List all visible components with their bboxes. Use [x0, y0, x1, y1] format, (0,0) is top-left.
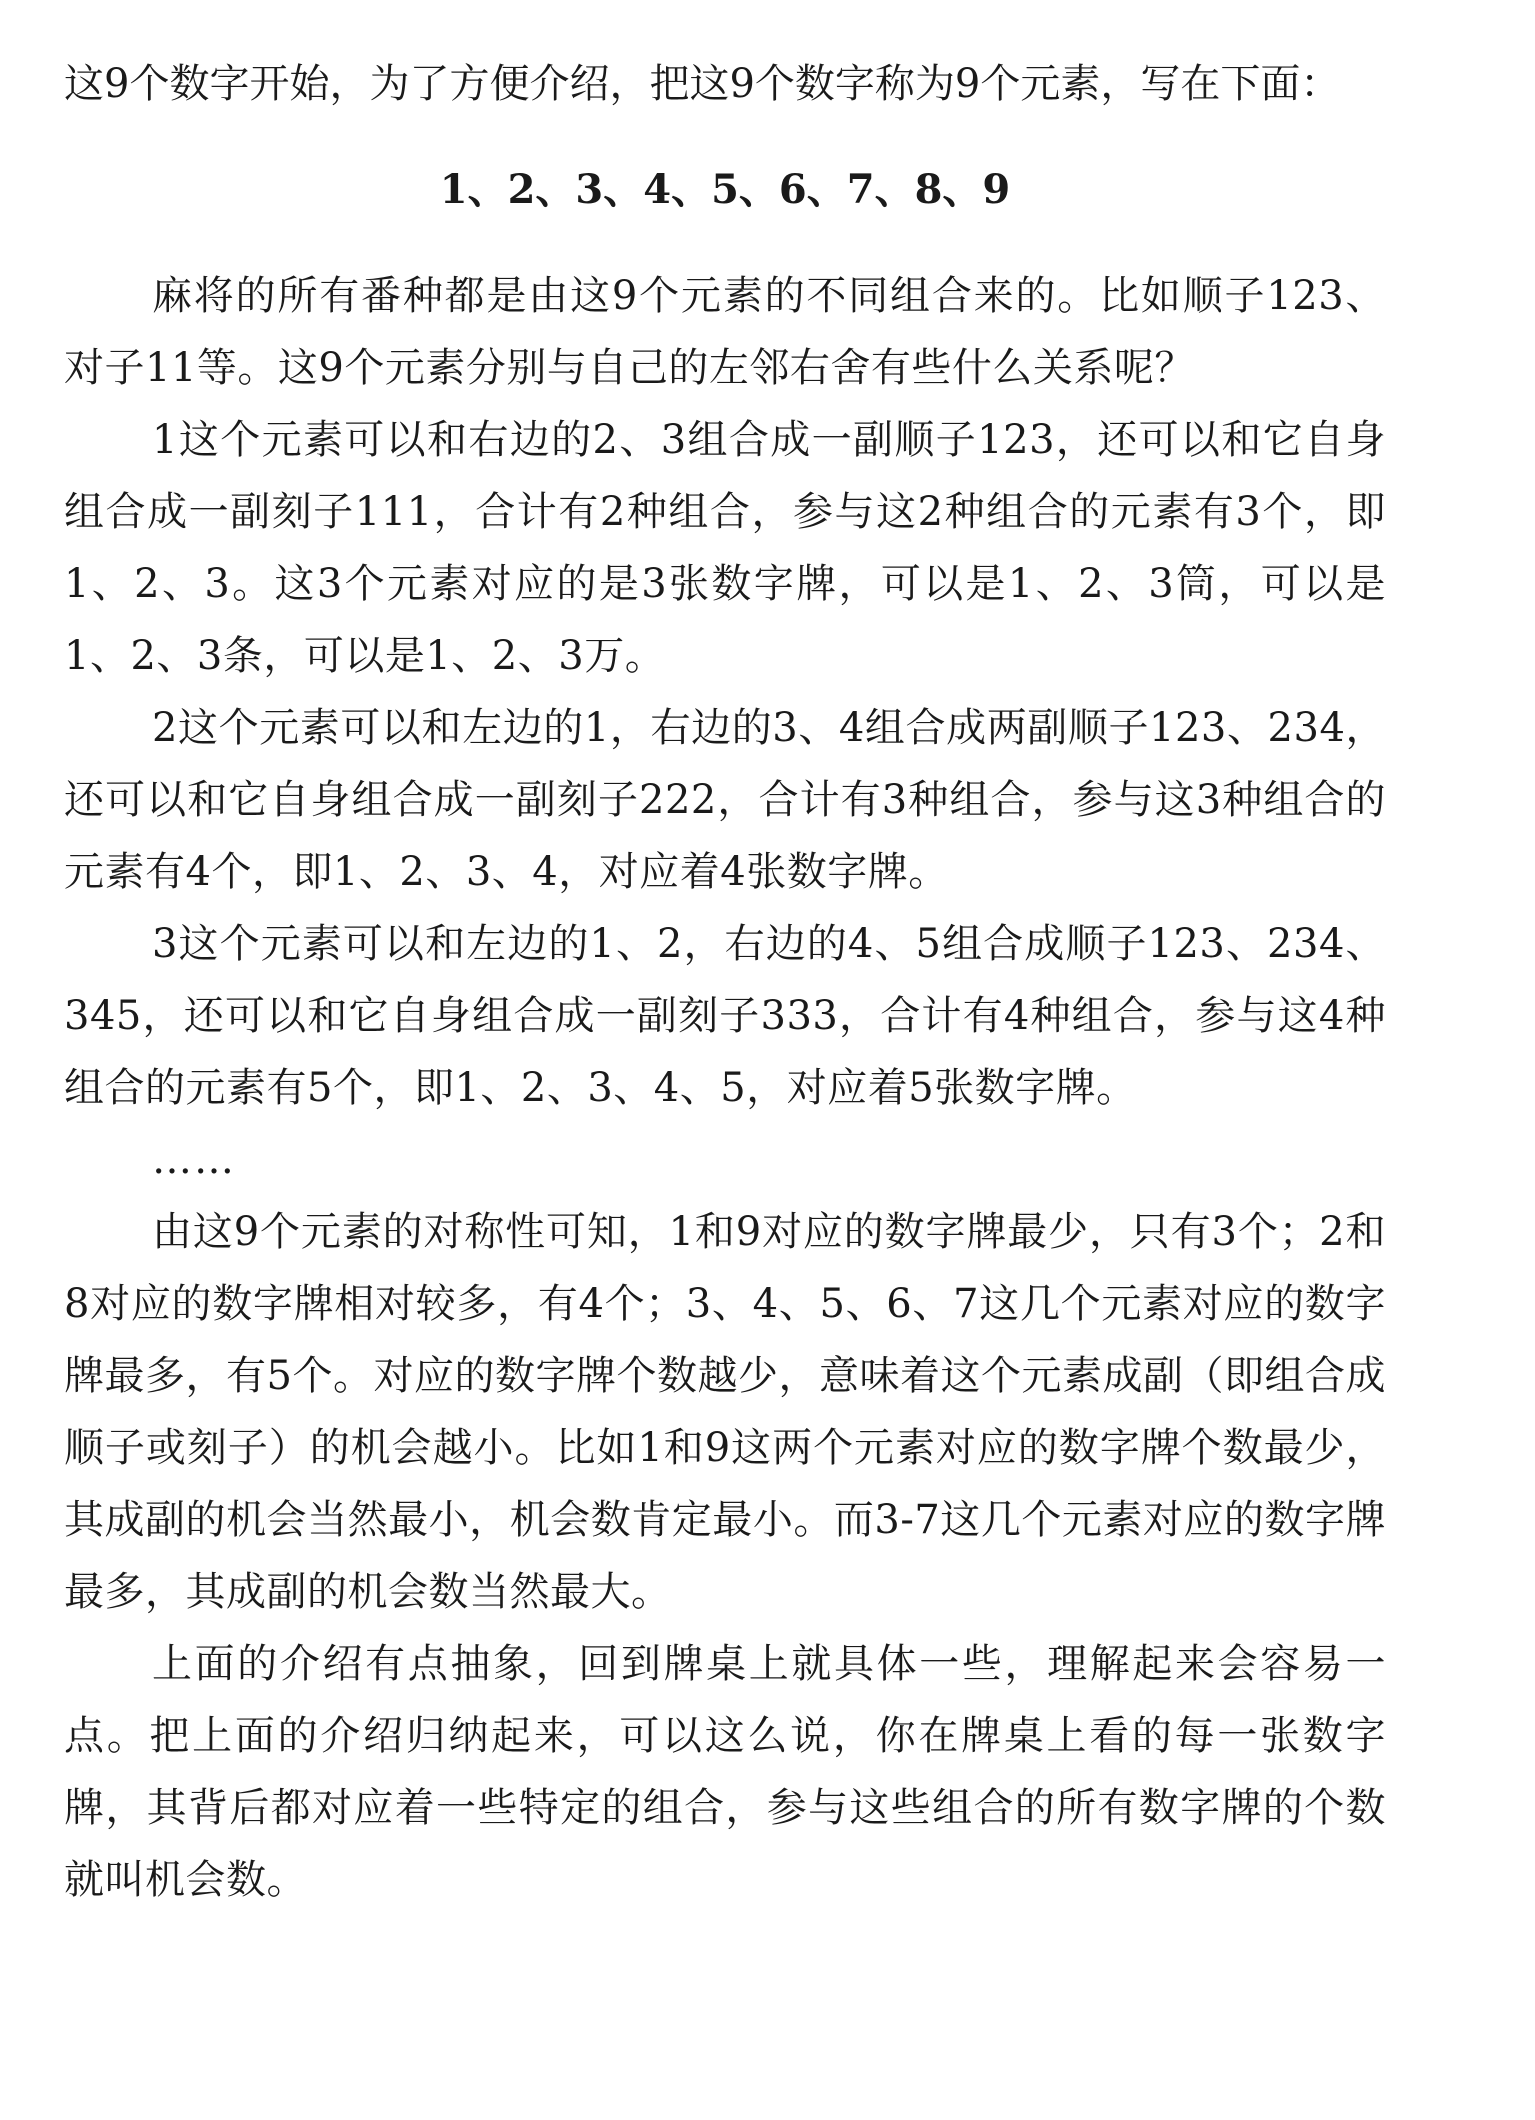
paragraph-intro: 麻将的所有番种都是由这9个元素的不同组合来的。比如顺子123、对子11等。这9个元素分别与自己的左邻右舍有些什么关系呢？	[64, 273, 1386, 391]
ellipsis: ……	[152, 1137, 236, 1183]
document-page	[64, 48, 1386, 1916]
paragraph-element-3: 3这个元素可以和左边的1、2，右边的4、5组合成顺子123、234、345，还可以和它自身组合成一副刻子333，合计有4种组合，参与这4种组合的元素有5个，即1、2、3、4、5，对应着5张数字牌。	[64, 921, 1386, 1111]
elements-line: 1、2、3、4、5、6、7、8、9	[439, 166, 1011, 213]
paragraph-summary: 上面的介绍有点抽象，回到牌桌上就具体一些，理解起来会容易一点。把上面的介绍归纳起来，可以这么说，你在牌桌上看的每一张数字牌，其背后都对应着一些特定的组合，参与这些组合的所有数字牌的个数就叫机会数。	[64, 1641, 1386, 1903]
paragraph-element-2: 2这个元素可以和左边的1，右边的3、4组合成两副顺子123、234，还可以和它自身组合成一副刻子222，合计有3种组合，参与这3种组合的元素有4个，即1、2、3、4，对应着4张数字牌。	[64, 705, 1386, 895]
paragraph-symmetry: 由这9个元素的对称性可知，1和9对应的数字牌最少，只有3个；2和8对应的数字牌相对较多，有4个；3、4、5、6、7这几个元素对应的数字牌最多，有5个。对应的数字牌个数越少，意味着这个元素成副（即组合成顺子或刻子）的机会越小。比如1和9这两个元素对应的数字牌个数最少，其成副的机会当然最小，机会数肯定最小。而3-7这几个元素对应的数字牌最多，其成副的机会数当然最大。	[64, 1209, 1386, 1615]
intro-line: 这9个数字开始，为了方便介绍，把这9个数字称为9个元素，写在下面：	[64, 61, 1341, 107]
paragraph-element-1: 1这个元素可以和右边的2、3组合成一副顺子123，还可以和它自身组合成一副刻子111，合计有2种组合，参与这2种组合的元素有3个，即1、2、3。这3个元素对应的是3张数字牌，可以是1、2、3筒，可以是1、2、3条，可以是1、2、3万。	[64, 417, 1386, 679]
